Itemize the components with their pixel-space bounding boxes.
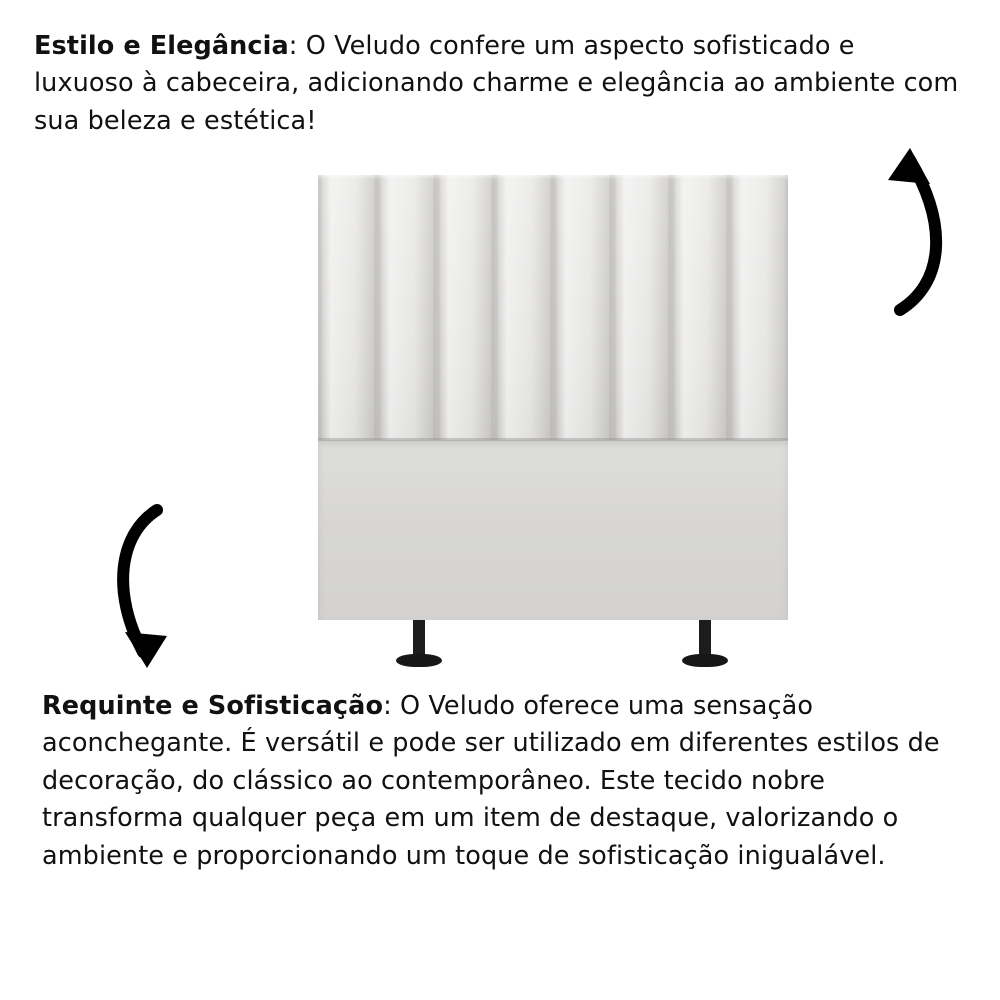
bottom-paragraph-separator: :: [383, 691, 400, 721]
channel: [494, 175, 553, 440]
channel: [612, 175, 671, 440]
headboard-seam: [318, 438, 788, 441]
channel: [436, 175, 495, 440]
top-paragraph-separator: :: [288, 31, 306, 61]
bottom-description-paragraph: [42, 688, 942, 875]
bottom-paragraph-lead: Requinte e Sofisticação: [42, 691, 384, 721]
product-image: [318, 175, 788, 670]
top-paragraph-lead: Estilo e Elegância: [34, 31, 289, 61]
arrow-up-right-icon: [838, 132, 958, 317]
headboard-body: [318, 175, 788, 620]
headboard-channels: [318, 175, 788, 440]
channel: [377, 175, 436, 440]
channel: [671, 175, 730, 440]
headboard-foot-left: [396, 654, 442, 667]
headboard-lower-panel: [318, 440, 788, 620]
top-description-paragraph: [34, 28, 959, 140]
bottom-paragraph-body: O Veludo oferece uma sensação aconchegante. É versátil e pode ser utilizado em diferentes estilos de decoração, do clássico ao contemporâneo. Este tecido nobre transforma qualquer peça em um item de destaque, valorizando o ambiente e proporcionando um toque de sofisticação inigualável.: [42, 691, 940, 871]
channel: [318, 175, 377, 440]
headboard-foot-right: [682, 654, 728, 667]
top-paragraph-body: O Veludo confere um aspecto sofisticado e luxuoso à cabeceira, adicionando charme e elegância ao ambiente com sua beleza e estética!: [34, 31, 959, 136]
channel: [553, 175, 612, 440]
arrow-down-left-icon: [95, 500, 215, 680]
channel: [729, 175, 788, 440]
